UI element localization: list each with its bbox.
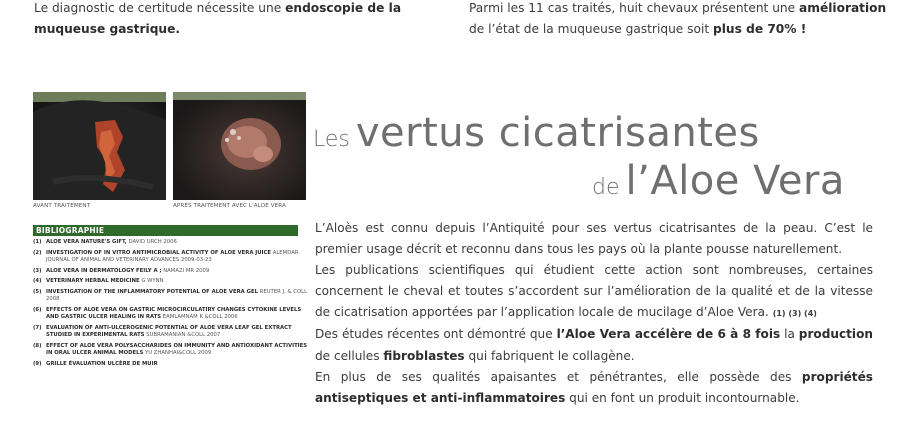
bibliography-item-number: (7) (33, 324, 42, 331)
before-caption: AVANT TRAITEMENT (33, 203, 91, 209)
bibliography-item (33, 289, 308, 304)
bibliography-item (33, 343, 308, 358)
article-body (315, 218, 873, 409)
bibliography-item-title: VETERINARY HERBAL MEDICINE (46, 278, 140, 285)
section-title-line2: de l’Aloe Vera (592, 158, 845, 204)
bibliography-item (33, 307, 308, 322)
bibliography-heading: BIBLIOGRAPHIE (33, 225, 298, 236)
after-treatment-photo (173, 92, 306, 200)
bibliography-item-author: REUTER J. & COLL 2008 (46, 288, 308, 303)
bibliography-item-title: EFFECT OF ALOE VERA POLYSACCHARIDES ON IMMUNITY AND ANTIOXIDANT ACTIVITIES IN ORAL ULCER ANIMAL MODELS (46, 342, 308, 357)
section-title-line1: Les vertus cicatrisantes (313, 110, 760, 156)
bibliography-item-title: EFFECTS OF ALOE VERA ON GASTRIC MICROCIRCULATIRY CHANGES CYTOKINE LEVELS AND GASTRIC ULCER HEALING IN RATS (46, 306, 302, 321)
bibliography-item-author: EAMLAMNAM K &COLL 2006 (161, 314, 238, 321)
reference-markers: (1) (3) (4) (772, 309, 817, 319)
bibliography-item-title: ALOE VERA IN DERMATOLOGY FEILY A ; (46, 267, 162, 274)
bibliography-item-number: (2) (33, 249, 42, 256)
bibliography-item (33, 239, 308, 246)
bibliography-item-author: YU ZHANHAI&COLL 2009 (143, 350, 212, 357)
endoscopy-emphasis: endoscopie de la muqueuse gastrique. (34, 1, 402, 36)
bibliography-item-author: G WYNN (139, 278, 164, 285)
paragraph-studies: Des études récentes ont démontré que l’Aloe Vera accélère de 6 à 8 fois la production de cellules fibroblastes qui fabriquent le collagène. (315, 327, 873, 363)
bibliography-item (33, 268, 308, 275)
bibliography-item-author: SUBRAMANIAN &COLL 2007 (144, 332, 221, 339)
paragraph-history: L’Aloès est connu depuis l’Antiquité pour ses vertus cicatrisantes de la peau. C’est le premier usage décrit et reconnu dans tous les pays où la plante pousse naturellement. (315, 221, 873, 257)
bibliography-item-number: (5) (33, 288, 42, 295)
bibliography-item-author: ALEMDAR JOURNAL OF ANIMAL AND VETERINARY ADVANCES 2009-03-23 (46, 249, 299, 263)
bibliography-item-title: INVESTIGATION OF THE INFLAMMATORY POTENTIAL OF ALOE VERA GEL (46, 288, 258, 295)
bibliography-item (33, 361, 308, 368)
intro-diagnostic-text: Le diagnostic de certitude nécessite une endoscopie de la muqueuse gastrique. (34, 1, 402, 36)
bibliography-item (33, 325, 308, 340)
bibliography-list (33, 239, 308, 371)
bibliography-item-title: INVESTIGATION OF IN VITRO ANTIMICROBIAL ACTIVITY OF ALOE VERA JUICE (46, 249, 272, 256)
results-summary-text: Parmi les 11 cas traités, huit chevaux présentent une amélioration de l’état de la muqueuse gastrique soit plus de 70% ! (469, 1, 887, 36)
bibliography-item-number: (4) (33, 278, 42, 285)
bibliography-item-number: (1) (33, 239, 42, 245)
bibliography-item-author: NAMAZI MR 2009 (161, 267, 210, 274)
bibliography-item-author: DAVID URCH 2006 (126, 239, 177, 245)
bibliography-item-number: (9) (33, 360, 42, 367)
paragraph-properties: En plus de ses qualités apaisantes et pénétrantes, elle possède des propriétés antiseptiques et anti-inflammatoires qui en font un produit incontournable. (315, 369, 873, 405)
before-treatment-photo (33, 92, 166, 200)
paragraph-publications: Les publications scientifiques qui étudient cette action sont nombreuses, certaines concernent le cheval et toutes s’accordent sur l’amélioration de la qualité et de la vitesse de cicatrisation apportées par l’application locale de mucilage d’Aloe Vera. (1) (3) (4) (315, 263, 873, 320)
bibliography-item (33, 250, 308, 265)
bibliography-item-number: (3) (33, 267, 42, 274)
bibliography-item-number: (6) (33, 306, 42, 313)
bibliography-item-title: ALOE VERA NATURE'S GIFT, (46, 239, 127, 245)
after-caption: APRÈS TRAITEMENT AVEC L'ALOE VERA (173, 203, 286, 209)
bibliography-item-title: EVALUATION OF ANTI-ULCEROGENIC POTENTIAL OF ALOE VERA LEAF GEL EXTRACT STUDIED IN EXPERIMENTAL RATS (46, 324, 292, 339)
bibliography-item (33, 278, 308, 285)
bibliography-item-number: (8) (33, 342, 42, 349)
bibliography-item-title: GRILLE ÉVALUATION ULCÈRE DE MUIR (46, 360, 158, 367)
